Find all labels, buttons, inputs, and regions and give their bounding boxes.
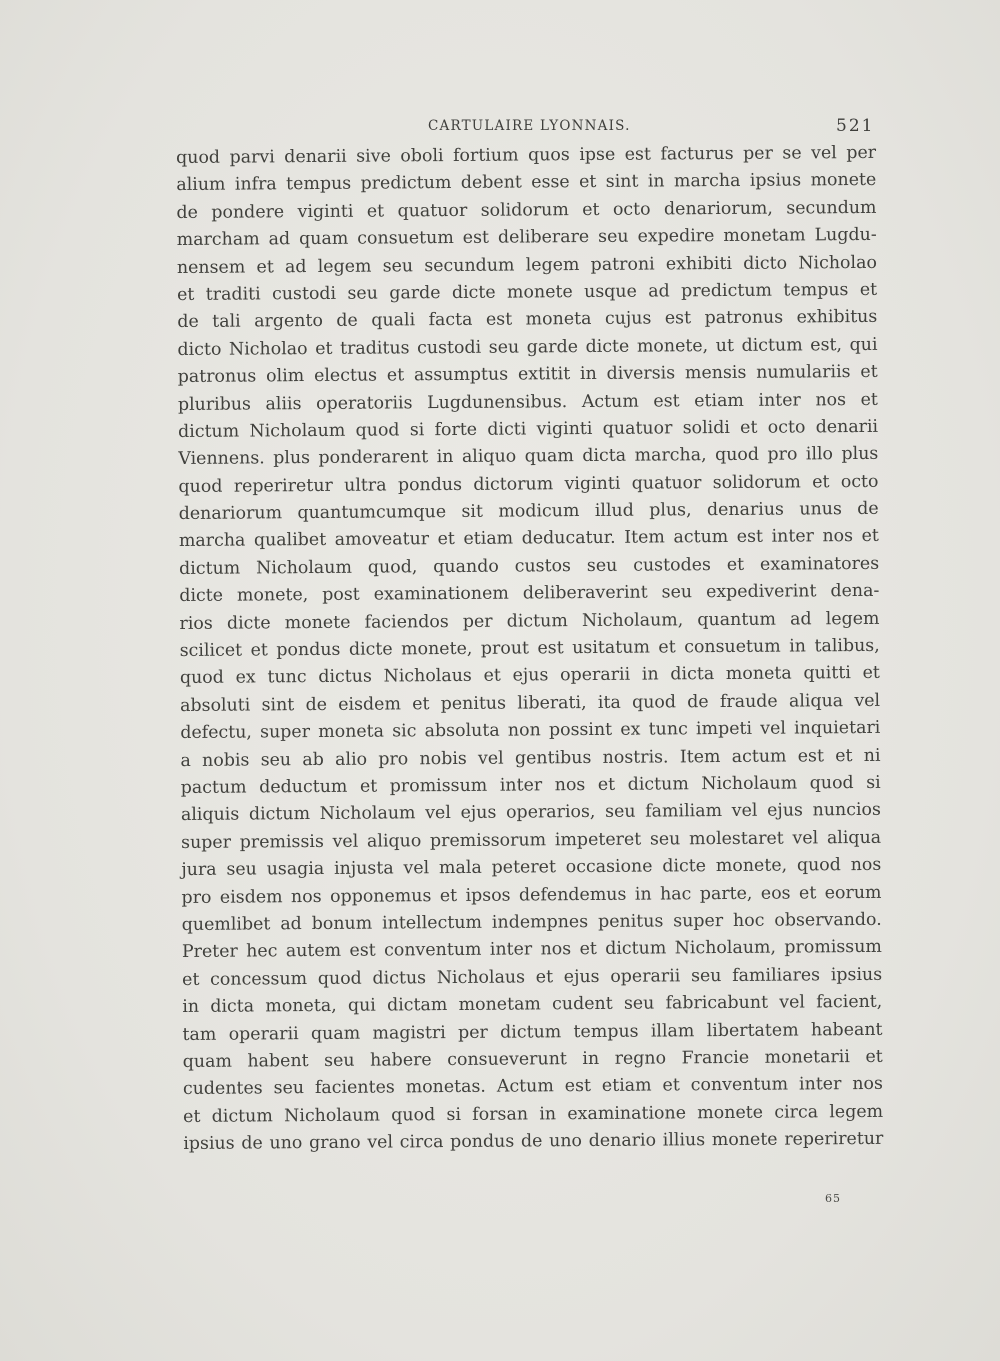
text-line: de pondere viginti et quatuor solidorum et octo denariorum, secundum [176, 197, 877, 223]
text-line: quod ex tunc dictus Nicholaus et ejus operarii in dicta moneta quitti et [179, 663, 880, 689]
text-line: denariorum quantumcumque sit modicum illud plus, denarius unus de [178, 498, 879, 525]
text-line: pactum deductum et promissum inter nos et dictum Nicholaum quod si [180, 772, 881, 798]
text-line: ipsius de uno grano vel circa pondus de uno denario illius monete reperiretur [183, 1128, 884, 1155]
text-line: Viennens. plus ponderarent in aliquo quam dicta marcha, quod pro illo plus [178, 444, 879, 470]
text-line: a nobis seu ab alio pro nobis vel gentibus nostris. Item actum est et ni [180, 745, 881, 771]
text-line: defectu, super moneta sic absoluta non possint ex tunc impeti vel inquietari [180, 718, 881, 744]
text-line: scilicet et pondus dicte monete, prout est usitatum et consuetum in talibus, [179, 635, 880, 662]
page-number: 521 [836, 116, 875, 136]
text-line: quod reperiretur ultra pondus dictorum viginti quatuor solidorum et octo [178, 471, 879, 497]
text-line: de tali argento de quali facta est moneta cujus est patronus exhibitus [177, 307, 878, 333]
text-line: cudentes seu facientes monetas. Actum est etiam et conventum inter nos [182, 1074, 883, 1100]
text-line: absoluti sint de eisdem et penitus liberati, ita quod de fraude aliqua vel [180, 690, 881, 716]
running-head [0, 116, 1000, 140]
text-line: et dictum Nicholaum quod si forsan in examinatione monete circa legem [183, 1101, 884, 1127]
text-line: et traditi custodi seu garde dicte monete usque ad predictum tempus et [177, 279, 878, 305]
text-line: jura seu usagia injusta vel mala peteret occasione dicte monete, quod nos [181, 855, 882, 881]
text-line: pluribus aliis operatoriis Lugdunensibus. Actum est etiam inter nos et [177, 389, 878, 415]
text-line: aliquis dictum Nicholaum vel ejus operarios, seu familiam vel ejus nuncios [180, 800, 881, 826]
text-line: dictum Nicholaum quod si forte dicti viginti quatuor solidi et octo denarii [178, 416, 879, 442]
text-line: marcha qualibet amoveatur et etiam deducatur. Item actum est inter nos et [178, 526, 879, 552]
text-line: rios dicte monete faciendos per dictum Nicholaum, quantum ad legem [179, 608, 880, 634]
body-text [176, 140, 883, 1159]
text-line: marcham ad quam consuetum est deliberare seu expedire monetam Lugdu- [176, 225, 877, 251]
text-line: quemlibet ad bonum intellectum indempnes penitus super hoc observando. [181, 909, 882, 935]
text-line: in dicta moneta, qui dictam monetam cudent seu fabricabunt vel facient, [182, 991, 883, 1018]
text-line: Preter hec autem est conventum inter nos et dictum Nicholaum, promissum [181, 937, 882, 963]
text-line: quam habent seu habere consueverunt in regno Francie monetarii et [182, 1046, 883, 1072]
running-title: CARTULAIRE LYONNAIS. [428, 118, 631, 134]
text-line: et concessum quod dictus Nicholaus et ejus operarii seu familiares ipsius [182, 964, 883, 990]
text-line: tam operarii quam magistri per dictum tempus illam libertatem habeant [182, 1019, 883, 1045]
text-line: quod parvi denarii sive oboli fortium quos ipse est facturus per se vel per [176, 142, 877, 168]
text-line: dicte monete, post examinationem deliberaverint seu expediverint dena- [179, 581, 880, 607]
text-line: dicto Nicholao et traditus custodi seu garde dicte monete, ut dictum est, qui [177, 334, 878, 360]
text-line: nensem et ad legem seu secundum legem patroni exhibiti dicto Nicholao [176, 252, 877, 278]
text-line: pro eisdem nos opponemus et ipsos defendemus in hac parte, eos et eorum [181, 882, 882, 908]
text-line: super premissis vel aliquo premissorum impeteret seu molestaret vel aliqua [181, 827, 882, 853]
text-line: alium infra tempus predictum debent esse et sint in marcha ipsius monete [176, 170, 877, 196]
text-line: dictum Nicholaum quod, quando custos seu custodes et examinatores [179, 553, 880, 579]
signature-mark: 65 [825, 1192, 841, 1205]
text-line: patronus olim electus et assumptus extitit in diversis mensis numulariis et [177, 361, 878, 388]
